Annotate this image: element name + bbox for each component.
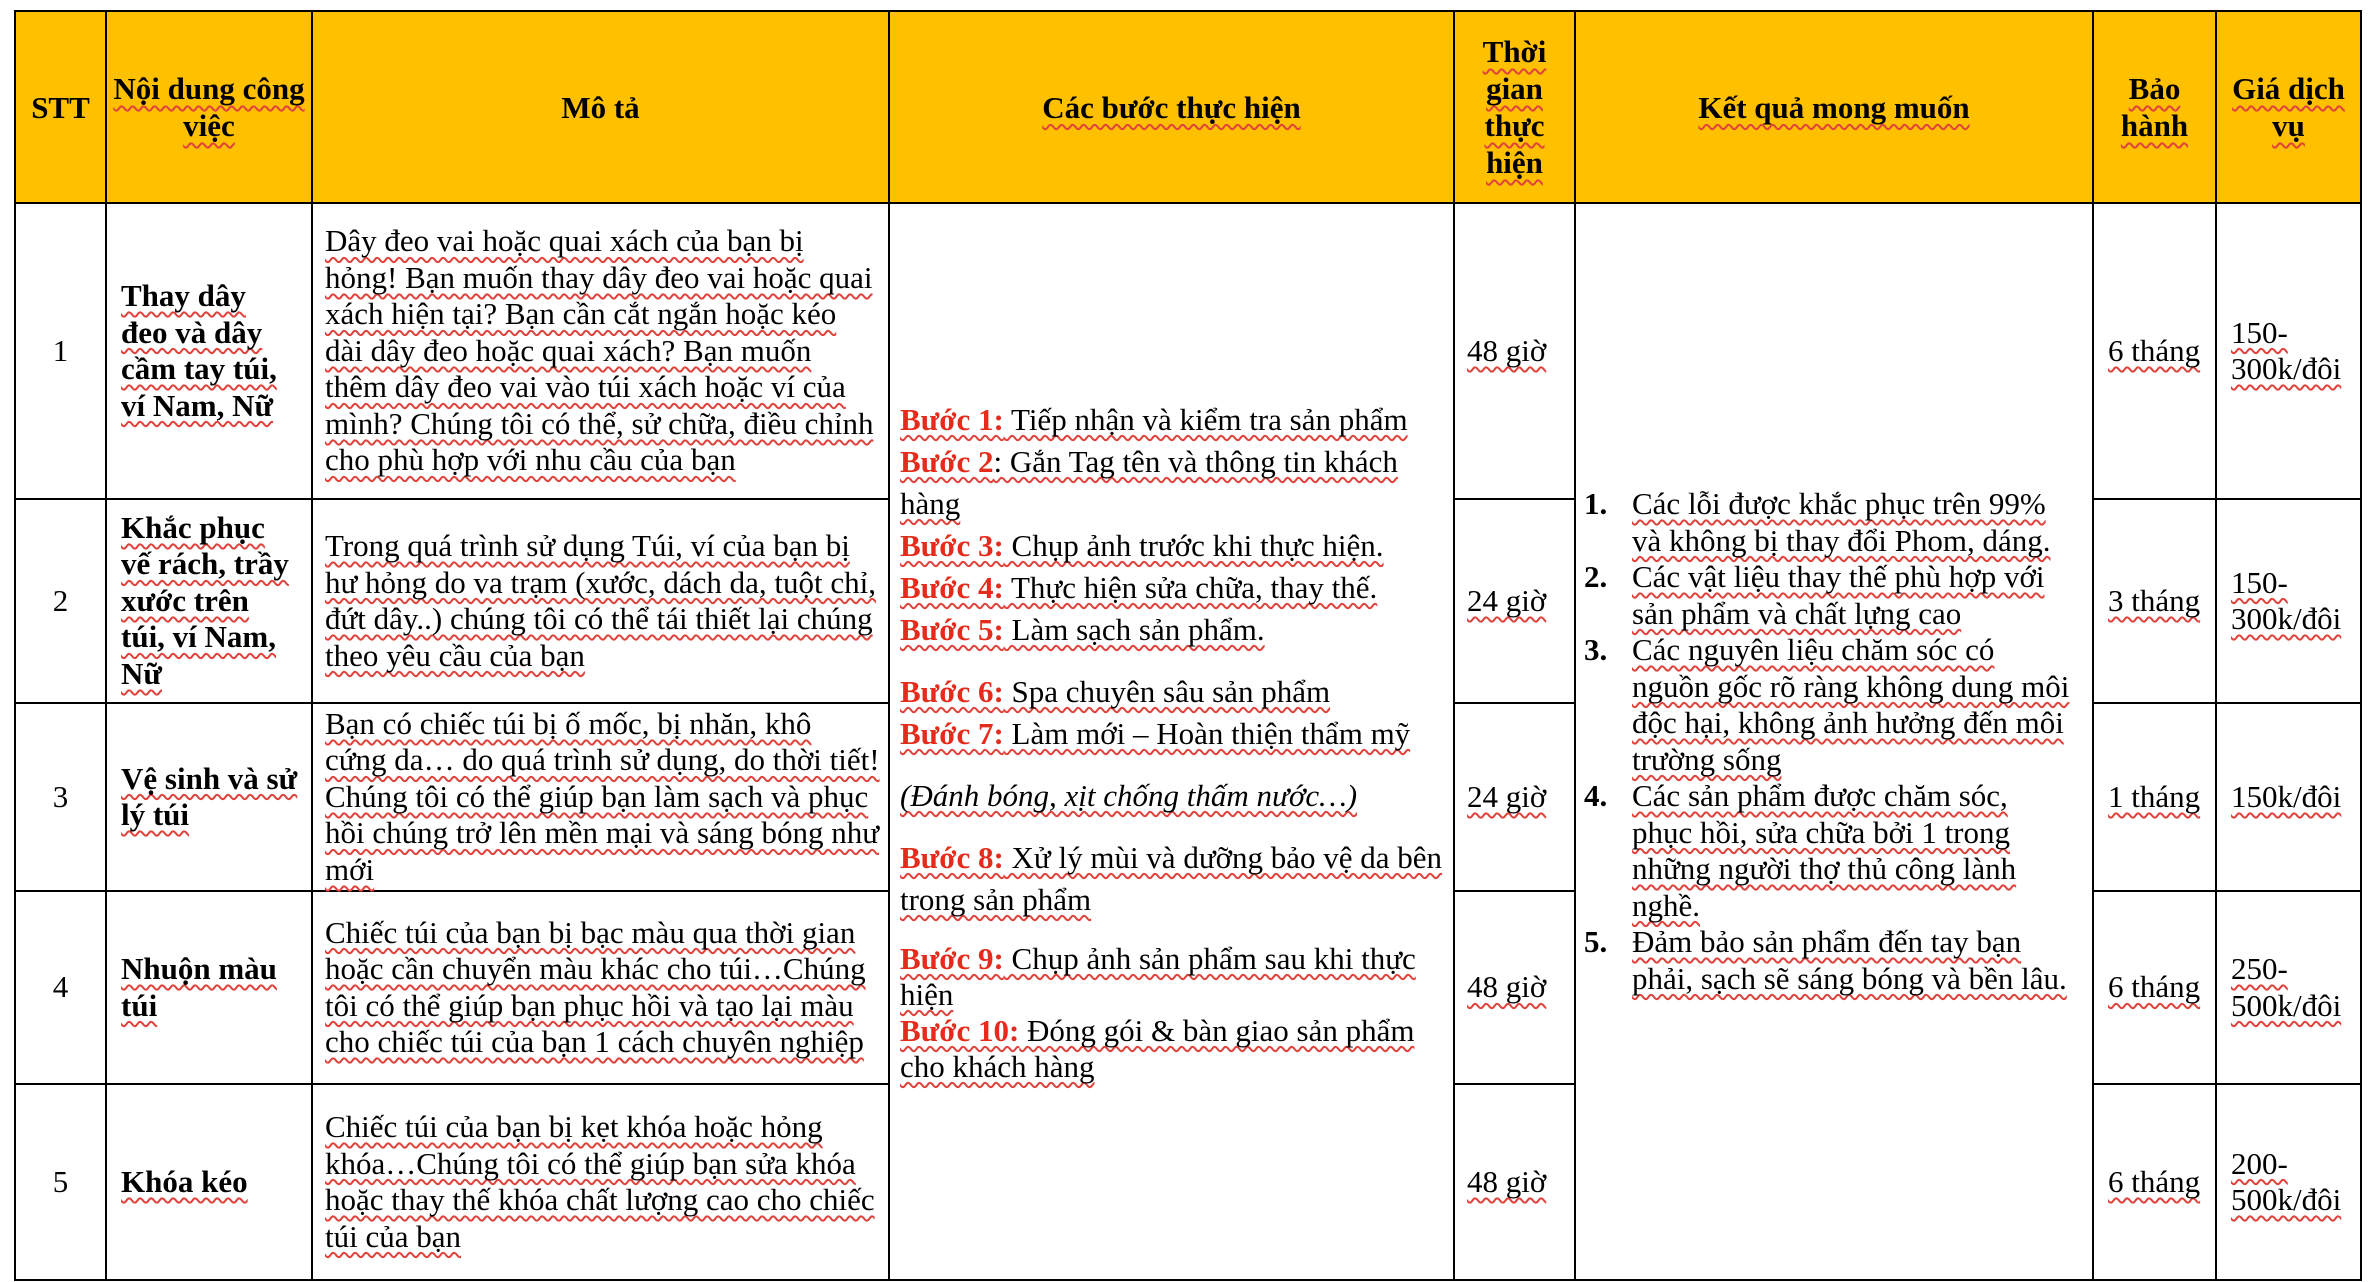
step-item: Bước 10: Đóng gói & bàn giao sản phẩm cho khách hàng <box>900 1012 1415 1084</box>
row-time: 48 giờ <box>1454 1084 1575 1280</box>
service-price-table <box>14 10 2362 1281</box>
row-task: Vệ sinh và sử lý túi <box>106 703 312 891</box>
step-item: Bước 4: Thực hiện sửa chữa, thay thế. <box>900 569 1378 605</box>
row-warranty: 1 tháng <box>2093 703 2216 891</box>
result-item: 3. Các nguyên liệu chăm sóc có nguồn gốc rõ ràng không dung môi độc hại, không ảnh hưởng đến môi trường sống <box>1584 632 2070 777</box>
row-price: 250-500k/đôi <box>2216 891 2361 1084</box>
row-stt: 3 <box>15 703 106 891</box>
row-desc: Trong quá trình sử dụng Túi, ví của bạn bị hư hỏng do va trạm (xước, dách da, tuột chỉ, đứt dây..) chúng tôi có thể tái thiết lại chúng theo yêu cầu của bạn <box>312 499 889 703</box>
steps-cell <box>889 203 1454 1280</box>
row-stt: 5 <box>15 1084 106 1280</box>
results-cell <box>1575 203 2093 1280</box>
row-time: 48 giờ <box>1454 203 1575 499</box>
row-stt: 2 <box>15 499 106 703</box>
header-row <box>15 11 2361 203</box>
step-item: Bước 3: Chụp ảnh trước khi thực hiện. <box>900 527 1384 563</box>
row-time: 24 giờ <box>1454 499 1575 703</box>
row-warranty: 6 tháng <box>2093 891 2216 1084</box>
table-row <box>15 203 2361 499</box>
step-item: Bước 6: Spa chuyên sâu sản phẩm <box>900 673 1331 709</box>
row-warranty: 6 tháng <box>2093 1084 2216 1280</box>
header-time: Thời gian thực hiện <box>1454 11 1575 203</box>
row-warranty: 3 tháng <box>2093 499 2216 703</box>
row-desc: Chiếc túi của bạn bị kẹt khóa hoặc hỏng khóa…Chúng tôi có thể giúp bạn sửa khóa hoặc thay thế khóa chất lượng cao cho chiếc túi của bạn <box>312 1084 889 1280</box>
result-item: 1. Các lỗi được khắc phục trên 99% và không bị thay đổi Phom, dáng. <box>1584 486 2051 558</box>
step-item: Bước 1: Tiếp nhận và kiểm tra sản phẩm <box>900 401 1408 437</box>
row-price: 150-300k/đôi <box>2216 203 2361 499</box>
header-results: Kết quả mong muốn <box>1575 11 2093 203</box>
row-task: Khắc phục vế rách, trầy xước trên túi, ví Nam, Nữ <box>106 499 312 703</box>
row-task: Nhuộn màu túi <box>106 891 312 1084</box>
row-task: Khóa kéo <box>106 1084 312 1280</box>
row-stt: 4 <box>15 891 106 1084</box>
row-time: 48 giờ <box>1454 891 1575 1084</box>
step-item: Bước 8: Xử lý mùi và dưỡng bảo vệ da bên trong sản phẩm <box>900 839 1443 917</box>
row-warranty: 6 tháng <box>2093 203 2216 499</box>
header-desc: Mô tả <box>312 11 889 203</box>
row-desc: Bạn có chiếc túi bị ố mốc, bị nhăn, khô cứng da… do quá trình sử dụng, do thời tiết! Chúng tôi có thể giúp bạn làm sạch và phục hồi chúng trở lên mền mại và sáng bóng như mới <box>312 703 889 891</box>
result-item: 5. Đảm bảo sản phẩm đến tay bạn phải, sạch sẽ sáng bóng và bền lâu. <box>1584 924 2067 996</box>
row-price: 150k/đôi <box>2216 703 2361 891</box>
row-stt: 1 <box>15 203 106 499</box>
step-item: Bước 7: Làm mới – Hoàn thiện thẩm mỹ <box>900 715 1411 751</box>
step-note: (Đánh bóng, xịt chống thấm nước…) <box>900 777 1358 813</box>
step-item: Bước 5: Làm sạch sản phẩm. <box>900 611 1265 647</box>
row-desc: Dây đeo vai hoặc quai xách của bạn bị hỏng! Bạn muốn thay dây đeo vai hoặc quai xách hiện tại? Bạn cần cắt ngắn hoặc kéo dài dây đeo hoặc quai xách? Bạn muốn thêm dây đeo vai vào túi xách hoặc ví của mình? Chúng tôi có thể, sử chữa, điều chỉnh cho phù hợp với nhu cầu của bạn <box>312 203 889 499</box>
row-price: 200-500k/đôi <box>2216 1084 2361 1280</box>
result-item: 4. Các sản phẩm được chăm sóc, phục hồi, sửa chữa bởi 1 trong những người thợ thủ công lành nghề. <box>1584 778 2017 923</box>
row-price: 150-300k/đôi <box>2216 499 2361 703</box>
header-steps: Các bước thực hiện <box>889 11 1454 203</box>
header-warranty: Bảo hành <box>2093 11 2216 203</box>
result-item: 2. Các vật liệu thay thế phù hợp với sản phẩm và chất lựng cao <box>1584 559 2045 631</box>
results-list <box>1584 486 2072 997</box>
row-time: 24 giờ <box>1454 703 1575 891</box>
row-desc: Chiếc túi của bạn bị bạc màu qua thời gian hoặc cần chuyển màu khác cho túi…Chúng tôi có thể giúp bạn phục hồi và tạo lại màu cho chiếc túi của bạn 1 cách chuyên nghiệp <box>312 891 889 1084</box>
header-task: Nội dung công việc <box>106 11 312 203</box>
step-item: Bước 2: Gắn Tag tên và thông tin khách hàng <box>900 443 1398 521</box>
header-price: Giá dịch vụ <box>2216 11 2361 203</box>
row-task: Thay dây đeo và dây cầm tay túi, ví Nam, Nữ <box>106 203 312 499</box>
header-stt: STT <box>15 11 106 203</box>
step-item: Bước 9: Chụp ảnh sản phẩm sau khi thực hiện <box>900 940 1416 1012</box>
